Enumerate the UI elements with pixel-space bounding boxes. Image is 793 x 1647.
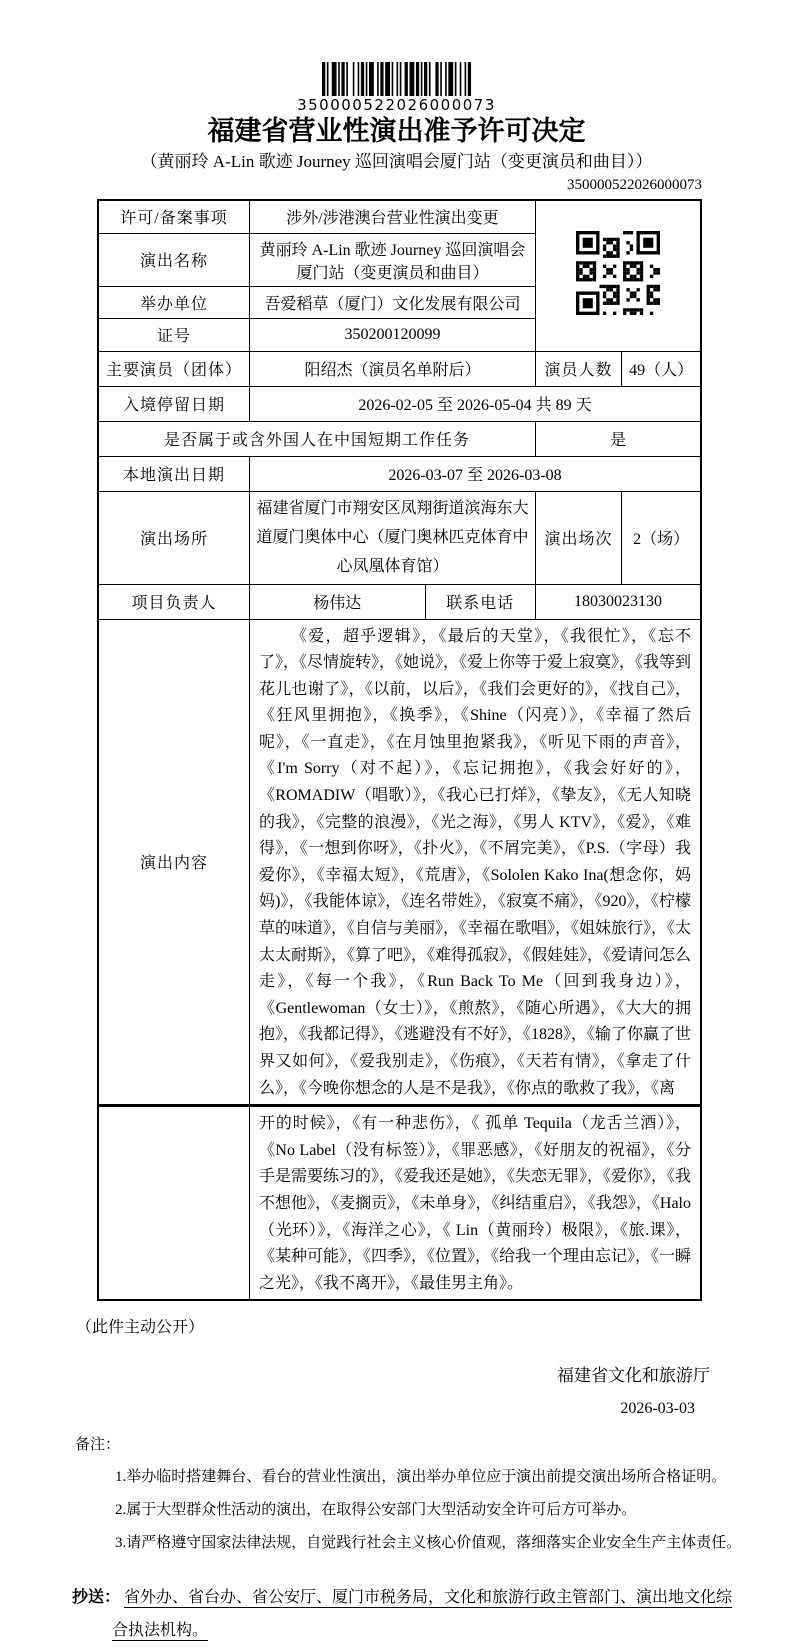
- venue-value: 福建省厦门市翔安区凤翔街道滨海东大道厦门奥体中心（厦门奥林匹克体育中心凤凰体育馆）: [249, 491, 535, 584]
- entry-stay-label: 入境停留日期: [98, 386, 249, 421]
- project-manager-value: 杨伟达: [249, 584, 425, 619]
- foreign-short-term-value: 是: [535, 421, 701, 456]
- issue-date: 2026-03-03: [620, 1400, 695, 1418]
- certificate-no-label: 证号: [98, 318, 249, 351]
- note-item-3: 3.请严格遵守国家法律法规，自觉践行社会主义核心价值观，落细落实企业安全生产主体责任。: [115, 1535, 742, 1552]
- issuer-name: 福建省文化和旅游厅: [557, 1366, 710, 1386]
- disclosure-note: （此件主动公开）: [76, 1319, 205, 1337]
- notes-list: [0, 1468, 793, 1553]
- table-row: [98, 421, 701, 456]
- main-performers-value: 阳绍杰（演员名单附后）: [249, 351, 535, 386]
- content-label: 演出内容: [98, 619, 249, 1106]
- content-part2: 开的时候》，《有一种悲伤》，《 孤单 Tequila（龙舌兰酒）》，《No Label（没有标签）》，《罪恶感》，《好朋友的祝福》，《分手是需要练习的》，《爱我还是她》，《失恋无罪》，《爱你》，《我不想他》，《麦搁贡》，《未单身》，《纠结重启》，《我怨》，《Halo （光环）》，《海洋之心》，《 Lin（黄丽玲）极限》，《旅.课》，《某种可能》，《四季》，《位置》，《给我一个理由忘记》，《一瞬之光》，《我不离开》，《最佳男主角》。: [249, 1106, 701, 1301]
- contact-phone-value: 18030023130: [535, 584, 701, 619]
- entry-stay-value: 2026-02-05 至 2026-05-04 共 89 天: [249, 386, 701, 421]
- certificate-no-value: 350200120099: [249, 318, 535, 351]
- performance-name-value: 黄丽玲 A-Lin 歌迹 Journey 巡回演唱会厦门站（变更演员和曲目）: [249, 233, 535, 286]
- venue-label: 演出场所: [98, 491, 249, 584]
- table-row: [98, 386, 701, 421]
- sessions-label: 演出场次: [535, 491, 621, 584]
- organizer-label: 举办单位: [98, 286, 249, 318]
- table-row: [98, 456, 701, 491]
- foreign-short-term-label: 是否属于或含外国人在中国短期工作任务: [98, 421, 535, 456]
- sessions-value: 2（场）: [622, 491, 701, 584]
- cc-block: [0, 1581, 793, 1647]
- cc-value: 省外办、省台办、省公安厅、厦门市税务局，文化和旅游行政主管部门、演出地文化综合执法机构。: [112, 1589, 733, 1640]
- qr-code-icon: [576, 231, 660, 315]
- notes-label: 备注：: [75, 1437, 121, 1454]
- contact-phone-label: 联系电话: [425, 584, 535, 619]
- local-dates-label: 本地演出日期: [98, 456, 249, 491]
- table-row: [98, 491, 701, 584]
- table-row: [98, 619, 701, 1106]
- page-subtitle: （黄丽玲 A-Lin 歌迹 Journey 巡回演唱会厦门站（变更演员和曲目））: [140, 152, 653, 171]
- table-row: [98, 1106, 701, 1301]
- permit-table: [97, 199, 702, 1301]
- permit-item-label: 许可/备案事项: [98, 200, 249, 233]
- qr-code-cell: [535, 200, 701, 351]
- barcode-number: 350000522026000073: [297, 96, 496, 114]
- table-row: [98, 200, 701, 233]
- content-part1: 《爱，超乎逻辑》，《最后的天堂》，《我很忙》，《忘不了》，《尽情旋转》，《她说》，《爱上你等于爱上寂寞》，《我等到花儿也谢了》，《以前，以后》，《我们会更好的》，《找自己》，《狂风里拥抱》，《换季》，《Shine（闪亮）》，《幸福了然后呢》，《一直走》，《在月蚀里抱紧我》，《听见下雨的声音》，《I'm Sorry（对不起）》，《忘记拥抱》，《我会好好的》，《ROMADIW（唱歌）》，《我心已打烊》，《挚友》，《无人知晓的我》，《完整的浪漫》，《光之海》，《男人 KTV》，《爱》，《难得》，《一想到你呀》，《扑火》，《不屑完美》，《P.S.（字母）我爱你》，《幸福太短》，《荒唐》，《Sololen Kako Ina(想念你，妈妈)》，《我能体谅》，《连名带姓》，《寂寞不痛》，《920》，《柠檬草的味道》，《自信与美丽》，《幸福在歌唱》，《姐妹旅行》，《太太太耐斯》，《算了吧》，《难得孤寂》，《假娃娃》，《爱请问怎么走》，《每一个我》，《Run Back To Me（回到我身边）》，《Gentlewoman（女士）》，《煎熬》，《随心所遇》，《大大的拥抱》，《我都记得》，《逃避没有不好》，《1828》，《输了你赢了世界又如何》，《爱我别走》，《伤痕》，《天若有情》，《拿走了什么》，《今晚你想念的人是不是我》，《你点的歌救了我》，《离: [249, 619, 701, 1106]
- permit-item-value: 涉外/涉港澳台营业性演出变更: [249, 200, 535, 233]
- organizer-value: 吾爱稻草（厦门）文化发展有限公司: [249, 286, 535, 318]
- content-label-empty: [98, 1106, 249, 1301]
- note-item-2: 2.属于大型群众性活动的演出，在取得公安部门大型活动安全许可后方可举办。: [115, 1502, 637, 1519]
- barcode-icon: [322, 62, 472, 96]
- local-dates-value: 2026-03-07 至 2026-03-08: [249, 456, 701, 491]
- table-row: [98, 351, 701, 386]
- note-item-1: 1.举办临时搭建舞台、看台的营业性演出，演出举办单位应于演出前提交演出场所合格证明。: [115, 1469, 727, 1486]
- cc-label: 抄送：: [72, 1589, 121, 1607]
- barcode-block: [0, 62, 793, 113]
- performer-count-label: 演员人数: [535, 351, 621, 386]
- performance-name-label: 演出名称: [98, 233, 249, 286]
- performer-count-value: 49（人）: [622, 351, 701, 386]
- document-number: 350000522026000073: [567, 177, 702, 193]
- project-manager-label: 项目负责人: [98, 584, 249, 619]
- page-title: 福建省营业性演出准予许可决定: [207, 116, 586, 146]
- table-row: [98, 584, 701, 619]
- main-performers-label: 主要演员（团体）: [98, 351, 249, 386]
